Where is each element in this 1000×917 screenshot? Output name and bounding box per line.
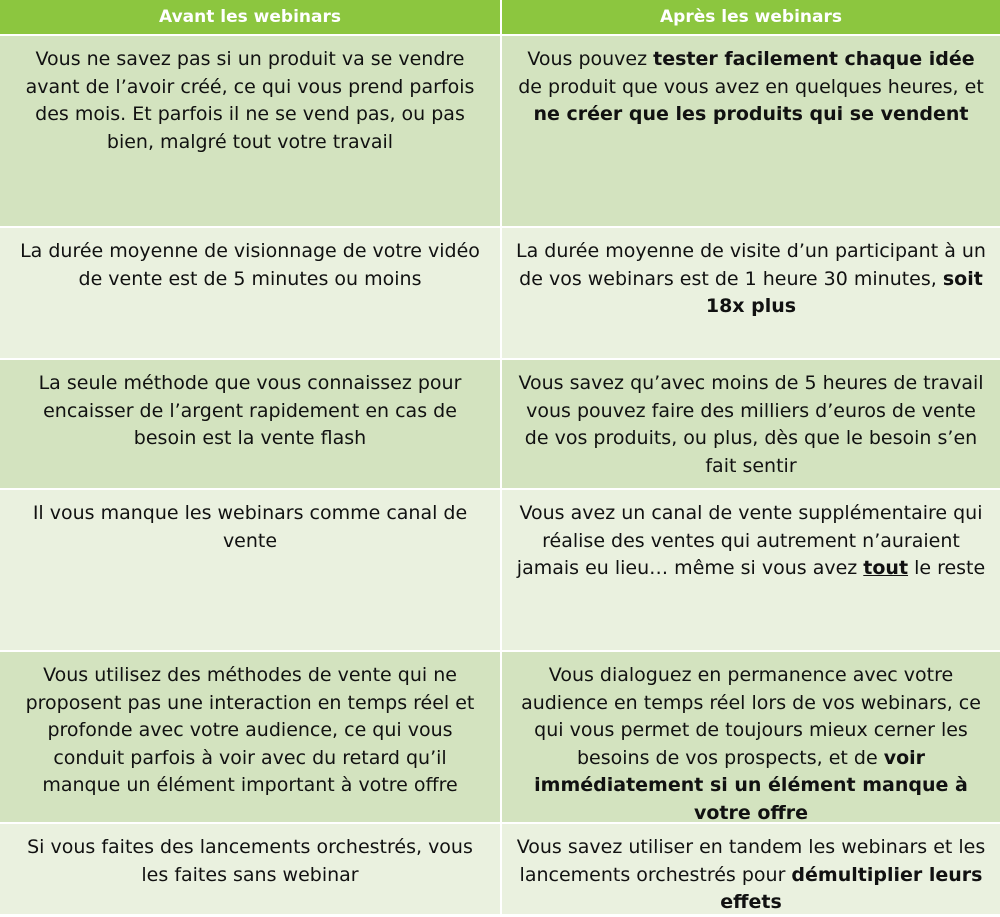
table-row xyxy=(0,358,1000,490)
header-after-webinars: Après les webinars xyxy=(500,0,1000,34)
cell-after xyxy=(500,36,1000,228)
cell-before xyxy=(0,652,500,824)
cell-before xyxy=(0,490,500,652)
cell-before xyxy=(0,360,500,490)
cell-before xyxy=(0,36,500,228)
table-row xyxy=(0,822,1000,914)
table-row xyxy=(0,34,1000,228)
table-row xyxy=(0,488,1000,652)
table-header-row xyxy=(0,0,1000,34)
cell-text: Si vous faites des lancements orchestrés, vous les faites sans webinar xyxy=(27,836,473,886)
table-row xyxy=(0,650,1000,824)
cell-after xyxy=(500,490,1000,652)
cell-text: Vous dialoguez en permanence avec votre audience en temps réel lors de vos webinars, ce qui vous permet de toujours mieux cerner les besoins de vos prospects, et de xyxy=(521,664,981,769)
cell-text: La durée moyenne de visite d’un participant à un de vos webinars est de 1 heure 30 minutes, xyxy=(516,240,986,290)
emphasis-text: voir immédiatement si un élément manque à votre offre xyxy=(534,746,968,824)
cell-after xyxy=(500,228,1000,360)
cell-text: Vous ne savez pas si un produit va se vendre avant de l’avoir créé, ce qui vous prend parfois des mois. Et parfois il ne se vend pas, ou pas bien, malgré tout votre travail xyxy=(25,48,475,153)
table-row xyxy=(0,226,1000,360)
cell-text: le reste xyxy=(908,557,986,579)
cell-text: Vous savez qu’avec moins de 5 heures de travail vous pouvez faire des milliers d’euros de vente de vos produits, ou plus, dès que le besoin s’en fait sentir xyxy=(518,372,984,477)
cell-text: Il vous manque les webinars comme canal de vente xyxy=(32,502,468,552)
underlined-emphasis-text: tout xyxy=(863,557,909,579)
cell-before xyxy=(0,824,500,914)
cell-text: Vous utilisez des méthodes de vente qui ne proposent pas une interaction en temps réel et profonde avec votre audience, ce qui vous conduit parfois à voir avec du retard qu’il manque un élément important à votre offre xyxy=(25,664,475,796)
cell-text: Vous avez un canal de vente supplémentaire qui réalise des ventes qui autrement n’auraient jamais eu lieu… même si vous avez xyxy=(516,502,983,579)
cell-text: Vous savez utiliser en tandem les webinars et les lancements orchestrés pour xyxy=(516,836,986,886)
cell-after xyxy=(500,824,1000,914)
cell-text: de produit que vous avez en quelques heures, et xyxy=(518,75,984,98)
cell-before xyxy=(0,228,500,360)
cell-after xyxy=(500,360,1000,490)
cell-text: La durée moyenne de visionnage de votre vidéo de vente est de 5 minutes ou moins xyxy=(20,240,480,290)
emphasis-text: soit 18x plus xyxy=(705,267,983,317)
cell-text: La seule méthode que vous connaissez pour encaisser de l’argent rapidement en cas de besoin est la vente flash xyxy=(38,372,462,449)
emphasis-text: ne créer que les produits qui se vendent xyxy=(533,103,969,125)
cell-after xyxy=(500,652,1000,824)
header-before-webinars: Avant les webinars xyxy=(0,0,500,34)
cell-text: Vous pouvez xyxy=(527,48,654,70)
emphasis-text: démultiplier leurs effets xyxy=(720,863,983,913)
emphasis-text: tester facilement chaque idée xyxy=(653,48,975,70)
